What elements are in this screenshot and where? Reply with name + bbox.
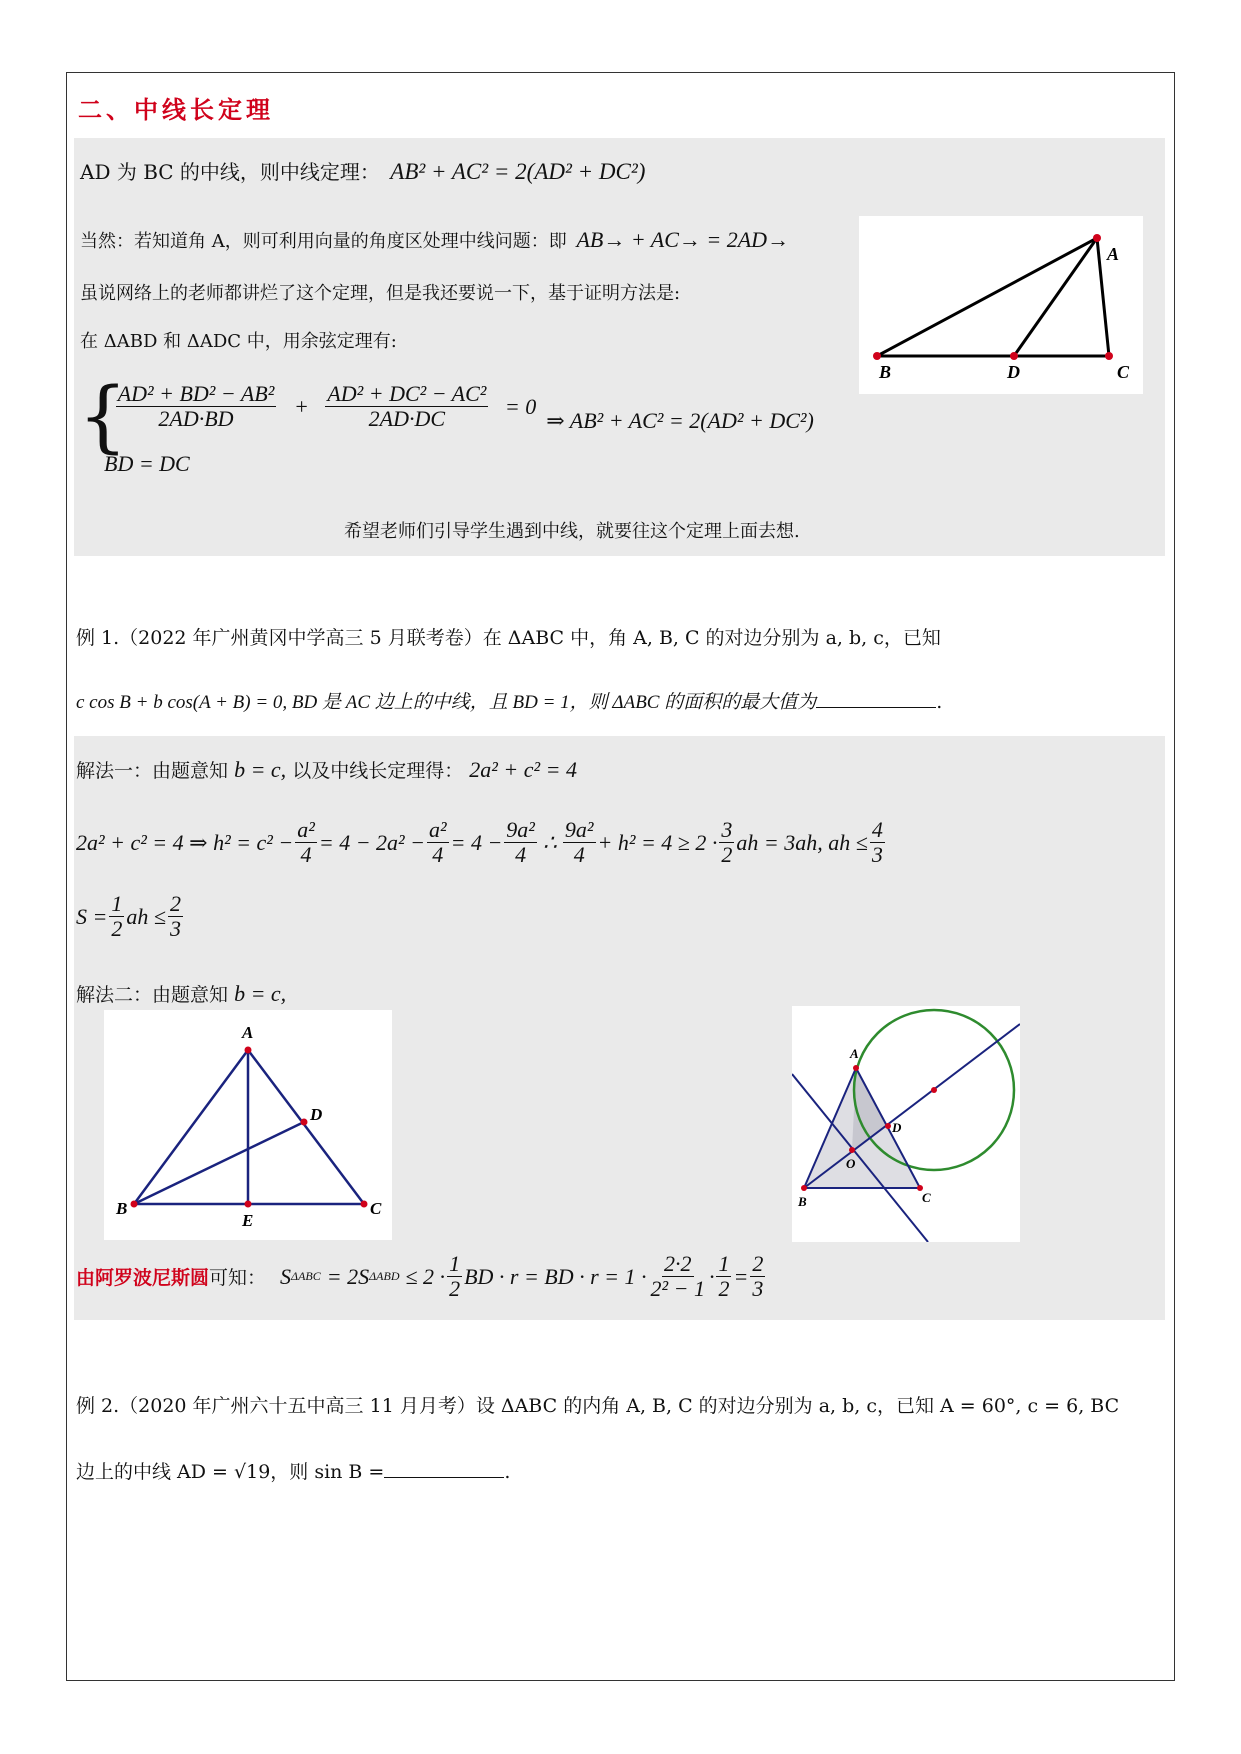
frac-4-3-num: 4: [871, 817, 883, 842]
solution2-conclusion: [76, 1252, 767, 1301]
figure-median-triangle: [859, 216, 1143, 394]
theory-line-4: 在 ΔABD 和 ΔADC 中，用余弦定理有:: [80, 331, 397, 352]
solution1-chain: [76, 818, 887, 867]
example1-period: .: [936, 691, 943, 713]
example2-line-1: 例 2.（2020 年广州六十五中高三 11 月月考）设 ΔABC 的内角 A, B, C 的对边分别为 a, b, c，已知 A = 60°, c = 6, BC: [76, 1395, 1120, 1417]
frac-result-den: 3: [752, 1276, 764, 1301]
chain-part-e: + h² = 4 ≥ 2 ·: [597, 829, 718, 855]
fig3-label-a: A: [850, 1046, 859, 1061]
median-theorem-formula: AB² + AC² = 2(AD² + DC²): [390, 159, 646, 184]
fig3-label-d: D: [892, 1120, 902, 1135]
bd-r-chain: BD · r = BD · r = 1 ·: [464, 1263, 647, 1289]
frac2-denominator: 2AD·DC: [368, 406, 446, 431]
area-s: S =: [76, 903, 108, 929]
sub-abd: ΔABD: [369, 1269, 400, 1283]
example1-line-1: 例 1.（2022 年广州黄冈中学高三 5 月联考卷）在 ΔABC 中，角 A, B, C 的对边分别为 a, b, c，已知: [76, 627, 941, 649]
frac-a2-num-2: a²: [428, 817, 447, 842]
theory-line-2: [80, 226, 789, 256]
fig2-label-a: A: [242, 1023, 254, 1042]
frac-half-num: 1: [111, 891, 123, 916]
sub-abc: ΔABC: [291, 1269, 321, 1283]
fig3-label-o: O: [846, 1156, 856, 1171]
dot-sign: ·: [708, 1263, 715, 1289]
frac-22-den: 2² − 1: [650, 1276, 705, 1301]
fig1-label-d: D: [1007, 362, 1020, 382]
theory-line-1: [80, 158, 645, 186]
chain-part-f: ah = 3ah, ah ≤: [736, 829, 868, 855]
example2-line-2: [76, 1458, 510, 1486]
answer-blank-2[interactable]: [384, 1459, 504, 1478]
solution2-cond: b = c,: [234, 981, 287, 1006]
solution1-eq: 2a² + c² = 4: [469, 757, 577, 782]
frac-half-den: 2: [111, 916, 123, 941]
frac-one-den: 2: [449, 1276, 461, 1301]
frac1-numerator: AD² + BD² − AB²: [117, 381, 275, 406]
solution2-line: [76, 980, 286, 1009]
solution1-mid: 以及中线长定理得：: [292, 760, 464, 782]
solution2-tail: 可知：: [209, 1267, 267, 1289]
apollonius-circle-label: 由阿罗波尼斯圆: [76, 1267, 210, 1289]
frac-3-2-num: 3: [721, 817, 733, 842]
fig2-label-b: B: [116, 1199, 128, 1218]
system-result: ⇒ AB² + AC² = 2(AD² + DC²): [546, 407, 814, 433]
answer-blank-1[interactable]: [816, 689, 936, 708]
frac-a2-num: a²: [297, 817, 315, 842]
frac2-numerator: AD² + DC² − AC²: [327, 381, 487, 406]
example1-line-2: [76, 688, 942, 717]
frac-result-num: 2: [752, 1251, 764, 1276]
solution1-line: [76, 756, 577, 785]
system-line-2: BD = DC: [104, 451, 190, 476]
frac-one-num: 1: [449, 1251, 461, 1276]
solution2-label: 解法二：由题意知: [76, 984, 229, 1006]
chain-part-c: = 4 −: [450, 829, 503, 855]
vector-formula: AB→ + AC→ = 2AD→: [576, 227, 790, 252]
therefore-sign: ∴: [542, 829, 557, 855]
frac-2-3-den: 3: [169, 916, 181, 941]
two-s-abd: = 2S: [326, 1263, 370, 1289]
fig3-label-b: B: [798, 1194, 807, 1209]
figure-apollonius-circle: [792, 1006, 1020, 1242]
frac-2-3-num: 2: [169, 891, 181, 916]
fig2-label-e: E: [242, 1211, 254, 1230]
example2-condition: 边上的中线 AD = √19，则 sin B =: [76, 1461, 385, 1483]
example1-condition: c cos B + b cos(A + B) = 0, BD 是 AC 边上的中线，且 BD = 1，则 ΔABC 的面积的最大值为: [76, 692, 817, 713]
frac-4-3-den: 3: [871, 842, 883, 867]
left-brace: {: [78, 372, 128, 462]
frac-9a2-den-2: 4: [573, 842, 585, 867]
example2-period: .: [504, 1461, 511, 1483]
fig1-label-b: B: [879, 362, 892, 382]
system-eq-zero: = 0: [504, 393, 537, 419]
fig1-label-a: A: [1107, 244, 1120, 264]
frac-22-num: 2·2: [664, 1251, 692, 1276]
fig2-label-d: D: [310, 1105, 323, 1124]
fig3-label-c: C: [922, 1190, 931, 1205]
frac1-denominator: 2AD·BD: [158, 406, 234, 431]
theory-line-1-text: AD 为 BC 的中线，则中线定理：: [80, 160, 380, 184]
theory-line-3: 虽说网络上的老师都讲烂了这个定理，但是我还要说一下，基于证明方法是:: [80, 283, 681, 304]
frac-a2-den-2: 4: [432, 842, 444, 867]
section-title: 二、中线长定理: [78, 95, 274, 124]
figure-isosceles-triangle: [104, 1010, 392, 1240]
theory-line-2-text: 当然：若知道角 A，则可利用向量的角度区处理中线问题：即: [80, 231, 567, 252]
frac-a2-den: 4: [300, 842, 312, 867]
frac-9a2-den: 4: [515, 842, 527, 867]
leq-two: ≤ 2 ·: [405, 1263, 446, 1289]
chain-part-a: 2a² + c² = 4 ⇒ h² = c² −: [76, 829, 294, 855]
theory-conclusion: 希望老师们引导学生遇到中线，就要往这个定理上面去想.: [344, 521, 800, 542]
s-abc: S: [280, 1263, 292, 1289]
solution1-area: [76, 892, 185, 941]
solution1-cond: b = c,: [234, 757, 287, 782]
equals-sign: =: [733, 1263, 749, 1289]
fig2-label-c: C: [370, 1199, 382, 1218]
chain-part-b: = 4 − 2a² −: [318, 829, 425, 855]
frac-half-den-2: 2: [718, 1276, 730, 1301]
frac-half-num-2: 1: [718, 1251, 730, 1276]
solution1-label: 解法一：由题意知: [76, 760, 229, 782]
fig1-label-c: C: [1117, 362, 1130, 382]
frac-9a2-num: 9a²: [506, 817, 535, 842]
frac-9a2-num-2: 9a²: [564, 817, 594, 842]
area-ah: ah ≤: [126, 903, 166, 929]
frac-3-2-den: 2: [721, 842, 733, 867]
